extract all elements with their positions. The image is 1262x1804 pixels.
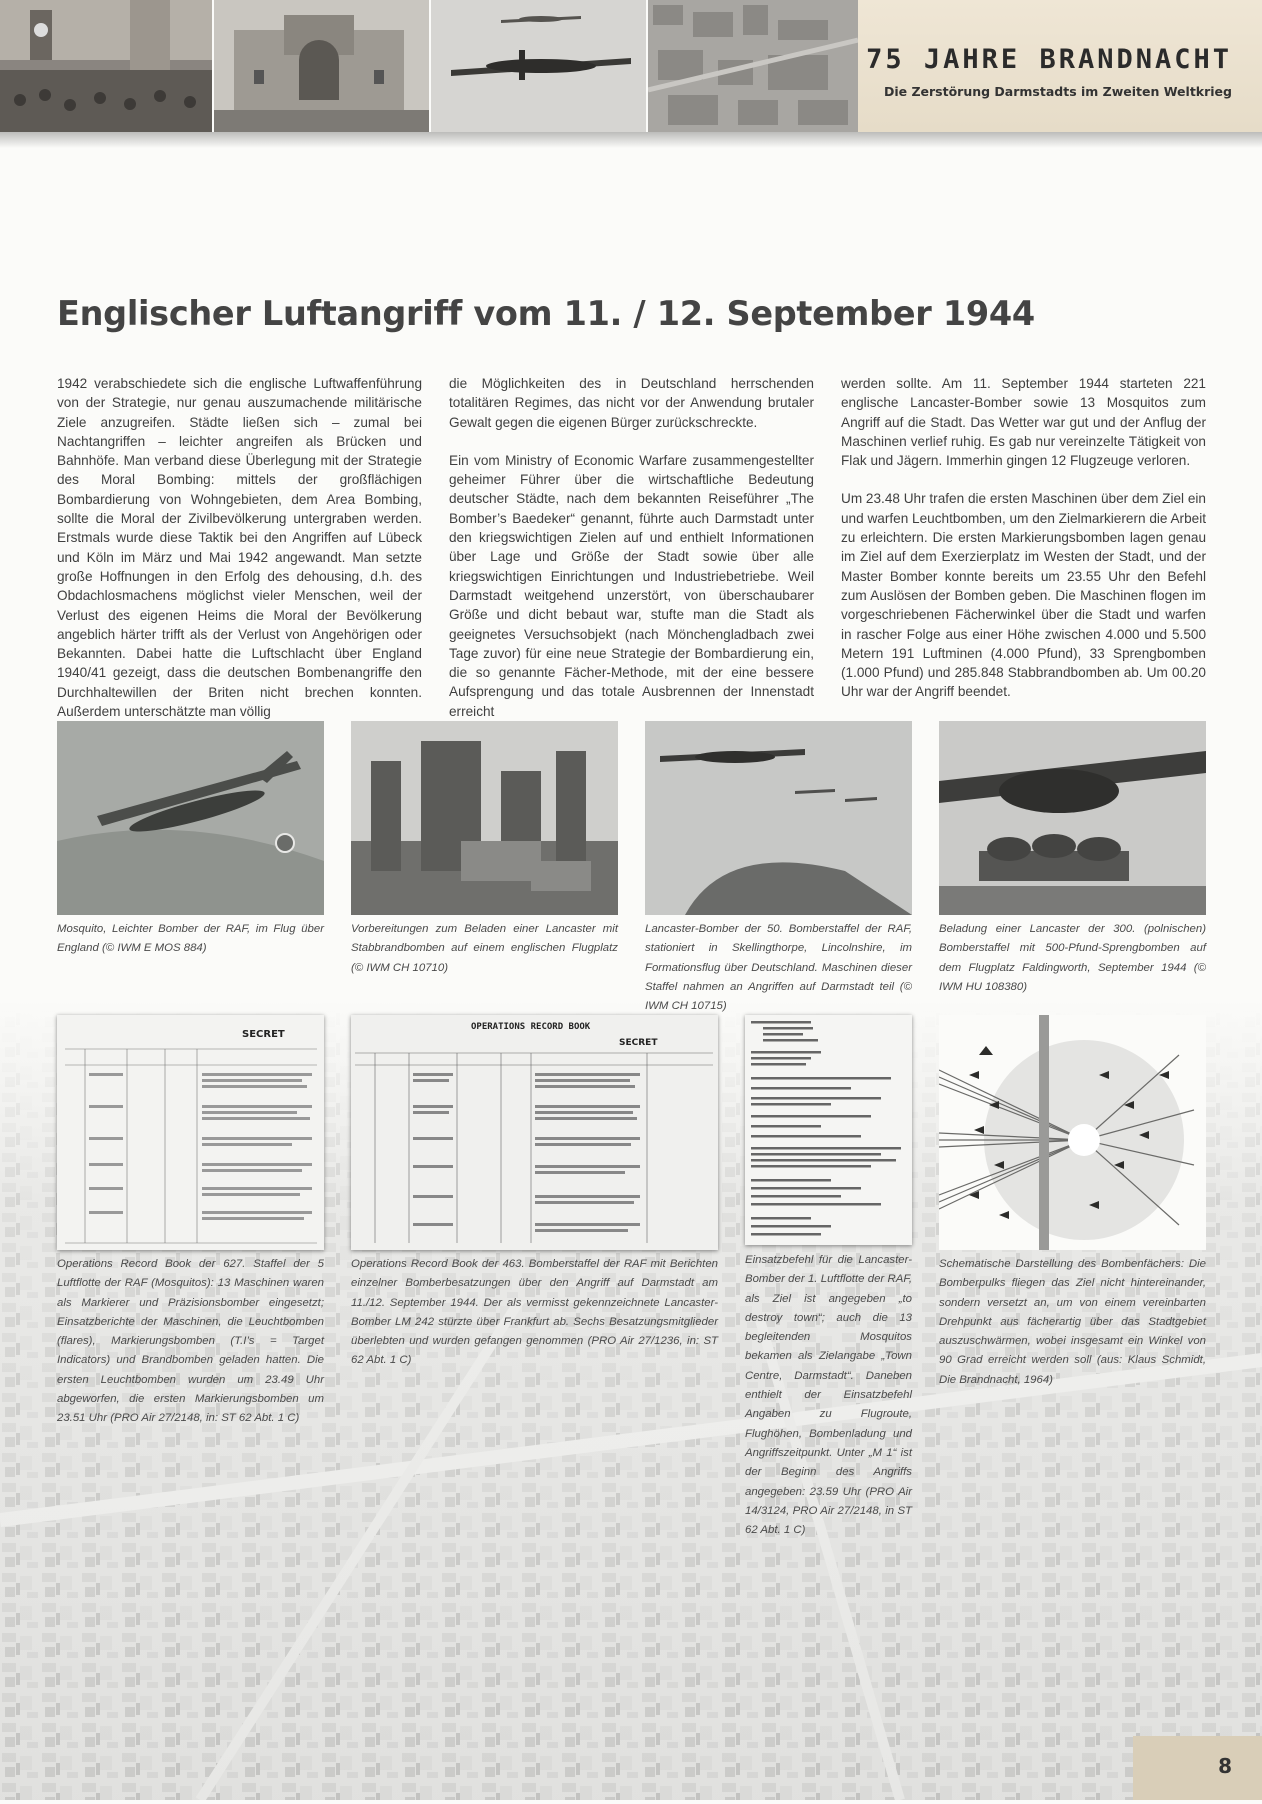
caption-mosquito: Mosquito, Leichter Bomber der RAF, im Flug über England (© IWM E MOS 884) [57, 923, 324, 955]
caption-orb-627: Operations Record Book der 627. Staffel der 5 Luftflotte der RAF (Mosquitos): 13 Maschinen waren als Markierer und Präzisionsbomber eingesetzt; Einsatzberichte der Maschinen, die Leuchtbomben (flares), Markierungsbomben (T.I’s = Target Indicators) und Brandbomben geladen hatten. Die ersten Leuchtbomben wurden um 23.49 Uhr abgeworfen, die ersten Markierungsbomben um 23.51 Uhr (PRO Air 27/2148, in: ST 62 Abt. 1 C) [57, 1258, 324, 1425]
text-column-1 [57, 374, 422, 740]
header-photo-building [214, 0, 429, 132]
photo-lancaster-formation [645, 721, 912, 915]
caption-operation-order: Einsatzbefehl für die Lancaster-Bomber der 1. Luftflotte der RAF, als Ziel ist angegeben „to destroy town“; auch die 13 begleitenden Mosquitos bekamen als Zielangabe „Town Centre, Darmstadt“. Daneben enthielt der Einsatzbefehl Angaben zu Flugroute, Flughöhen, Bombenladung und Angriffszeitpunkt. Unter „M 1“ ist der Beginn des Angriffs angegeben: 23.59 Uhr (PRO Air 14/3124, PRO Air 27/2148, in ST 62 Abt. 1 C) [745, 1254, 912, 1537]
header-photo-aerial-ruins [648, 0, 858, 132]
header-banner [0, 0, 1262, 132]
paragraph: Ein vom Ministry of Economic Warfare zusammengestellter geheimer Führer über die wirtschaftliche Bedeutung deutscher Städte, nach dem bekannten Reiseführer „The Bomber’s Baedeker“ genannt, führte auch Darmstadt unter den kriegswichtigen Zielen auf und enthielt Informationen über Lage und Größe der Stadt sowie über alle kriegswichtigen Einrichtungen und Industriebetriebe. Weil Darmstadt weitgehend unzerstört, von überschaubarer Größe und dicht bebaut war, stufte man die Stadt als geeignetes Versuchsobjekt (nach Mönchengladbach zwei Tage zuvor) für eine neue Strategie der Bombardierung ein, die so genannte Fächer-Methode, mit der eine bessere Aufsprengung und das totale Ausbrennen der Innenstadt erreicht [449, 452, 814, 719]
paragraph: die Möglichkeiten des in Deutschland herrschenden totalitären Regimes, das nicht vor der Anwendung brutaler Gewalt gegen die eigenen Bürger zurückschreckte. [449, 376, 814, 430]
caption-polish: Beladung einer Lancaster der 300. (polnischen) Bomberstaffel mit 500-Pfund-Sprengbomben auf dem Flugplatz Faldingworth, September 1944 (© IWM HU 108380) [939, 923, 1206, 993]
caption-orb-463: Operations Record Book der 463. Bomberstaffel der RAF mit Berichten einzelner Bomberbesatzungen über den Angriff auf Darmstadt am 11./12. September 1944. Der als vermisst gekennzeichnete Lancaster-Bomber LM 242 stürzte über Frankfurt ab. Sechs Besatzungsmitglieder überlebten und wurden gefangen genommen (PRO Air 27/1236, in: ST 62 Abt. 1 C) [351, 1258, 718, 1367]
photo-polish-squadron-loading [939, 721, 1206, 915]
secret-stamp: SECRET [242, 1029, 285, 1040]
header-shadow [0, 132, 1262, 148]
paragraph: 1942 verabschiedete sich die englische Luftwaffenführung von der Strategie, nur genau auszumachende militärische Ziele anzugreifen. Städte ließen sich – zumal bei Nachtangriffen – leichter angreifen als Brücken und Bahnhöfe. Man verband diese Überlegung mit der Strategie des Moral Bombing: mittels der großflächigen Bombardierung von Wohngebieten, dem Area Bombing, sollte die Moral der Zivilbevölkerung untergraben werden. Erstmals wurde diese Taktik bei den Angriffen auf Lübeck und Köln im März und Mai 1942 angewandt. Man setzte große Hoffnungen in den Erfolg des dehousing, d.h. des Obdachlosmachens möglichst vieler Menschen, weil der Verlust des eigenen Heims die Moral der Bevölkerung angeblich härter trifft als der Verlust von Angehörigen oder Bekannten. Dabei hatte die Luftschlacht über England 1940/41 gezeigt, dass die deutschen Bombenangriffe den Durchhaltewillen der Briten nicht brechen konnten. Außerdem unterschätzte man völlig [57, 376, 422, 720]
document-orb-627 [57, 1015, 324, 1250]
text-column-3 [841, 374, 1206, 721]
caption-loading: Vorbereitungen zum Beladen einer Lancaster mit Stabbrandbomben auf einem englischen Flugplatz (© IWM CH 10710) [351, 923, 618, 974]
document-operation-order [745, 1015, 912, 1245]
caption-fan: Schematische Darstellung des Bombenfächers: Die Bomberpulks fliegen das Ziel nicht hintereinander, sondern versetzt an, um von einem vereinbarten Drehpunkt aus fächerartig über das Stadtgebiet auszuschwärmen, wobei insgesamt ein Winkel von 90 Grad erreicht werden soll (aus: Klaus Schmidt, Die Brandnacht, 1964) [939, 1258, 1206, 1386]
photo-mosquito [57, 721, 324, 915]
paragraph: Um 23.48 Uhr trafen die ersten Maschinen über dem Ziel ein und warfen Leuchtbomben, um den Zielmarkierern die Arbeit zu erleichtern. Die ersten Markierungsbomben lagen genau im Ziel auf dem Exerzierplatz im Westen der Stadt, und der Master Bomber konnte bereits um 23.55 Uhr den Befehl zum Auslösen der Bomben geben. Die Maschinen flogen im vorgeschriebenen Fächerwinkel über die Stadt und warfen in rascher Folge aus einer Höhe zwischen 4.000 und 5.500 Metern 191 Luftminen (4.000 Pfund), 33 Sprengbomben (1.000 Pfund) und 285.848 Stabbrandbomben ab. Um 00.20 Uhr war der Angriff beendet. [841, 491, 1206, 700]
header-title-box [858, 0, 1262, 132]
caption-formation: Lancaster-Bomber der 50. Bomberstaffel der RAF, stationiert in Skellingthorpe, Lincolnshire, im Formationsflug über Deutschland. Maschinen dieser Staffel nahmen an Angriffen auf Darmstadt teil (© IWM CH 10715) [645, 923, 912, 1013]
brand-subtitle: Die Zerstörung Darmstadts im Zweiten Weltkrieg [883, 84, 1232, 99]
diagram-bomber-fan [939, 1015, 1206, 1250]
page-number-box [1133, 1736, 1262, 1800]
page-number: 8 [1218, 1754, 1232, 1778]
orb-heading: OPERATIONS RECORD BOOK [471, 1022, 591, 1032]
page-title: Englischer Luftangriff vom 11. / 12. September 1944 [57, 294, 1035, 333]
secret-stamp: SECRET [619, 1038, 658, 1048]
brand-title: 75 JAHRE BRANDNACHT [866, 44, 1232, 75]
header-photo-bombers [431, 0, 646, 132]
paragraph: werden sollte. Am 11. September 1944 starteten 221 englische Lancaster-Bomber sowie 13 Mosquitos zum Angriff auf die Stadt. Das Wetter war gut und der Anflug der Maschinen verlief ruhig. Es gab nur vereinzelte Tätigkeit von Flak und Jägern. Immerhin gingen 12 Flugzeuge verloren. [841, 376, 1206, 469]
text-column-2 [449, 374, 814, 740]
photo-loading-incendiaries [351, 721, 618, 915]
document-orb-463 [351, 1015, 718, 1250]
header-photo-parade [0, 0, 212, 132]
